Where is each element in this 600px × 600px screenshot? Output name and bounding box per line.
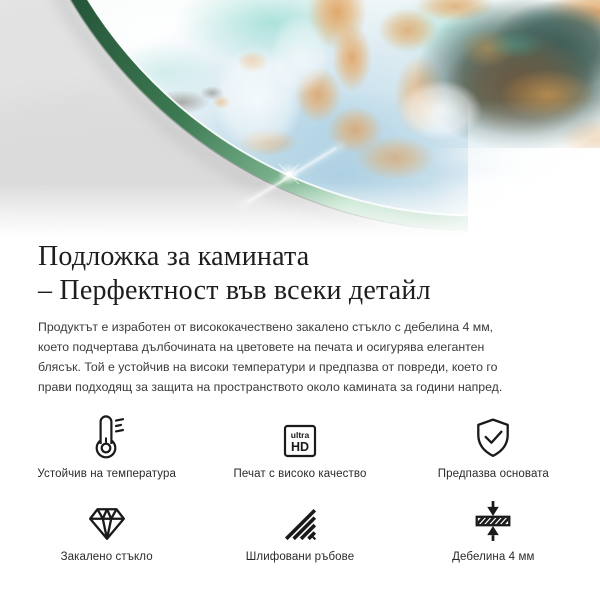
feature-label: Шлифовани ръбове xyxy=(245,551,355,564)
shield-check-icon xyxy=(474,411,512,459)
polished-edges-icon xyxy=(282,494,318,542)
page-title-line1: Подложка за камината xyxy=(38,241,310,272)
ultra-hd-icon xyxy=(282,411,318,459)
feature-temperature xyxy=(10,411,203,480)
svg-text:HD: HD xyxy=(290,440,310,455)
feature-thickness xyxy=(397,494,590,563)
diamond-icon xyxy=(87,494,127,542)
product-hero-image xyxy=(0,0,600,238)
feature-label: Устойчив на температура xyxy=(37,468,176,481)
feature-label: Дебелина 4 мм xyxy=(452,551,535,564)
feature-grid xyxy=(10,411,590,563)
feature-polished-edges xyxy=(203,494,396,563)
feature-tempered-glass xyxy=(10,494,203,563)
page-title-line2: – Перфектност във всеки детайл xyxy=(38,274,431,306)
feature-label: Закалено стъкло xyxy=(60,551,153,564)
product-description-text: Продуктът е изработен от висококачествено закалено стъкло с дебелина 4 мм, което подчертава дълбочината на цветовете на печата и осигурява елегантен блясък. Той е устойчив на високи температури и предпазва от повреди, което го прави подходящ за защита на пространството около камината за години напред. xyxy=(38,320,503,395)
feature-label: Печат с високо качество xyxy=(233,468,367,481)
thermometer-icon xyxy=(89,411,125,459)
feature-protects-base xyxy=(397,411,590,480)
feature-print-quality xyxy=(203,411,396,480)
thickness-icon xyxy=(475,494,511,542)
svg-text:ultra: ultra xyxy=(290,430,310,441)
product-description-section xyxy=(0,240,600,397)
feature-label: Предпазва основата xyxy=(437,468,549,481)
page-title xyxy=(38,240,562,307)
